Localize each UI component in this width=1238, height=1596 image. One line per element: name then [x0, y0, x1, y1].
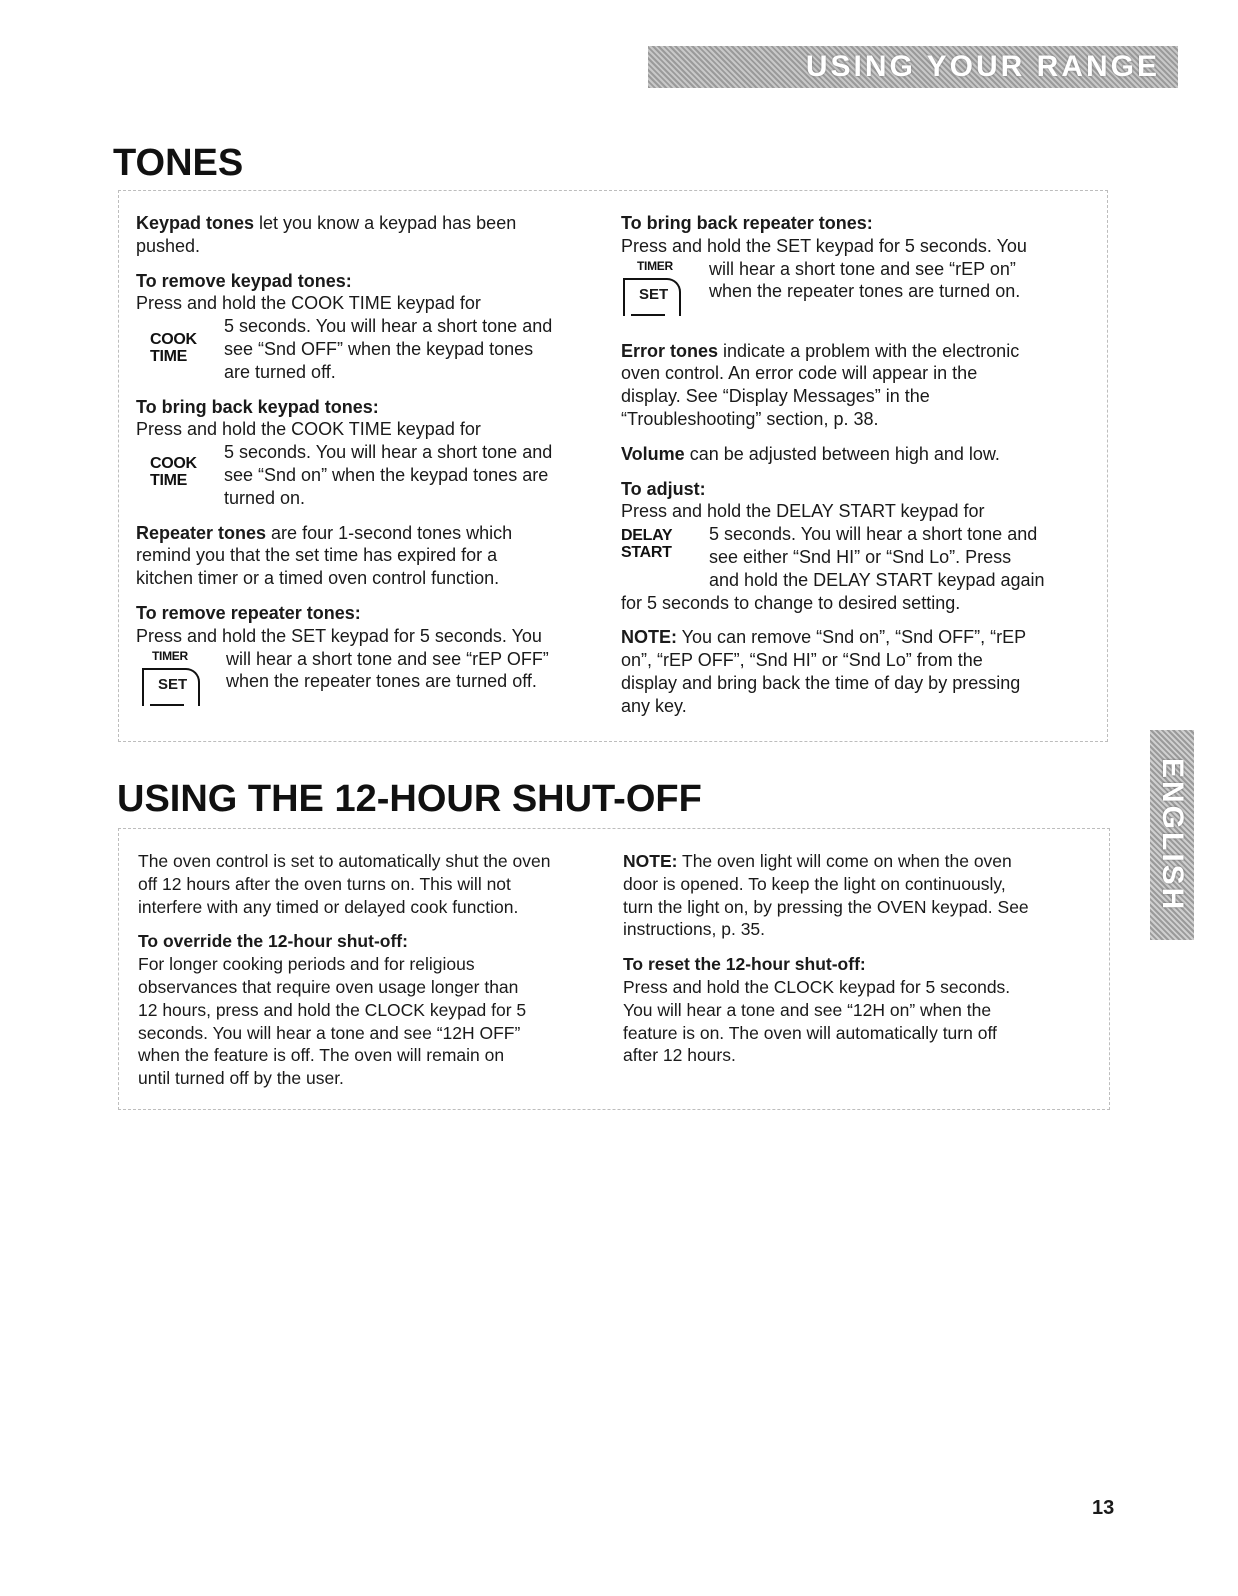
language-side-tab-text: ENGLISH [1156, 757, 1189, 913]
tones-title: TONES [113, 142, 244, 184]
language-side-tab [1150, 730, 1194, 940]
adjust-text: Press and hold the DELAY START keypad for DELAY START 5 seconds. You will hear a short tone and see either “Snd HI” or “Snd Lo”. Press and hold the DELAY START keypad again for 5 seconds to change to desired setting. [621, 501, 1045, 613]
shutoff-title: USING THE 12-HOUR SHUT-OFF [117, 778, 702, 820]
override-shutoff-text: For longer cooking periods and for religious observances that require oven usage longer than 12 hours, press and hold the CLOCK keypad for 5 seconds. You will hear a tone and see “12H OFF” when the feature is off. The oven will remain on until turned off by the user. [138, 954, 527, 1089]
timer-key-label: TIMER [152, 648, 188, 663]
reset-shutoff-heading: To reset the 12-hour shut-off: [623, 954, 866, 975]
error-tones-paragraph: Error tones indicate a problem with the electronic oven control. An error code will appear in the display. See “Display Messages” in the “Troubleshooting” section, p. 38. [621, 340, 1020, 429]
tones-left-column [136, 212, 606, 718]
remove-repeater-tones-heading: To remove repeater tones: [136, 602, 361, 623]
cook-time-key-icon: COOK TIME [150, 331, 197, 366]
remove-keypad-tones-text: Press and hold the COOK TIME keypad for COOK TIME 5 seconds. You will hear a short tone and see “Snd OFF” when the keypad tones are turned off. [136, 293, 553, 382]
shutoff-note-paragraph: NOTE: The oven light will come on when the oven door is opened. To keep the light on continuously, turn the light on, by pressing the OVEN keypad. See instructions, p. 35. [623, 851, 1029, 940]
bring-back-keypad-tones-text: Press and hold the COOK TIME keypad for COOK TIME 5 seconds. You will hear a short tone and see “Snd on” when the keypad tones are turned on. [136, 419, 553, 508]
delay-start-key-icon: DELAY START [621, 527, 673, 562]
timer-key-label: TIMER [637, 258, 673, 273]
bring-back-keypad-tones-heading: To bring back keypad tones: [136, 396, 379, 417]
reset-shutoff-text: Press and hold the CLOCK keypad for 5 seconds. You will hear a tone and see “12H on” when the feature is on. The oven will automatically turn off after 12 hours. [623, 976, 1011, 1066]
shutoff-left-column [138, 850, 608, 1090]
section-banner [648, 46, 1178, 88]
volume-paragraph: Volume can be adjusted between high and low. [621, 443, 1000, 464]
override-shutoff-heading: To override the 12-hour shut-off: [138, 931, 408, 952]
remove-keypad-tones-heading: To remove keypad tones: [136, 270, 352, 291]
repeater-tones-paragraph: Repeater tones are four 1-second tones which remind you that the set time has expired for a kitchen timer or a timed oven control function. [136, 522, 513, 589]
shutoff-right-column [623, 850, 1093, 1067]
bring-back-repeater-tones-heading: To bring back repeater tones: [621, 213, 873, 233]
cook-time-key-icon: COOK TIME [150, 455, 197, 490]
shutoff-intro-paragraph: The oven control is set to automatically shut the oven off 12 hours after the oven turns on. This will not interfere with any timed or delayed cook function. [138, 851, 551, 917]
tones-right-column [621, 212, 1091, 730]
bring-back-repeater-tones-text: Press and hold the SET keypad for 5 seconds. You TIMER SET will hear a short tone and see “rEP on” when the repeater tones are turned on. [621, 235, 1091, 328]
section-banner-text: USING YOUR RANGE [805, 50, 1160, 83]
set-key-icon: SET [142, 668, 200, 706]
keypad-tones-paragraph: Keypad tones let you know a keypad has been pushed. [136, 213, 517, 256]
tones-note-paragraph: NOTE: You can remove “Snd on”, “Snd OFF”, “rEP on”, “rEP OFF”, “Snd HI” or “Snd Lo” from the display and bring back the time of day by pressing any key. [621, 627, 1027, 716]
set-key-icon: SET [623, 278, 681, 316]
adjust-heading: To adjust: [621, 478, 706, 499]
remove-repeater-tones-text: Press and hold the SET keypad for 5 seconds. You TIMER SET will hear a short tone and see “rEP OFF” when the repeater tones are turned off. [136, 625, 606, 718]
page-number: 13 [1092, 1497, 1115, 1519]
